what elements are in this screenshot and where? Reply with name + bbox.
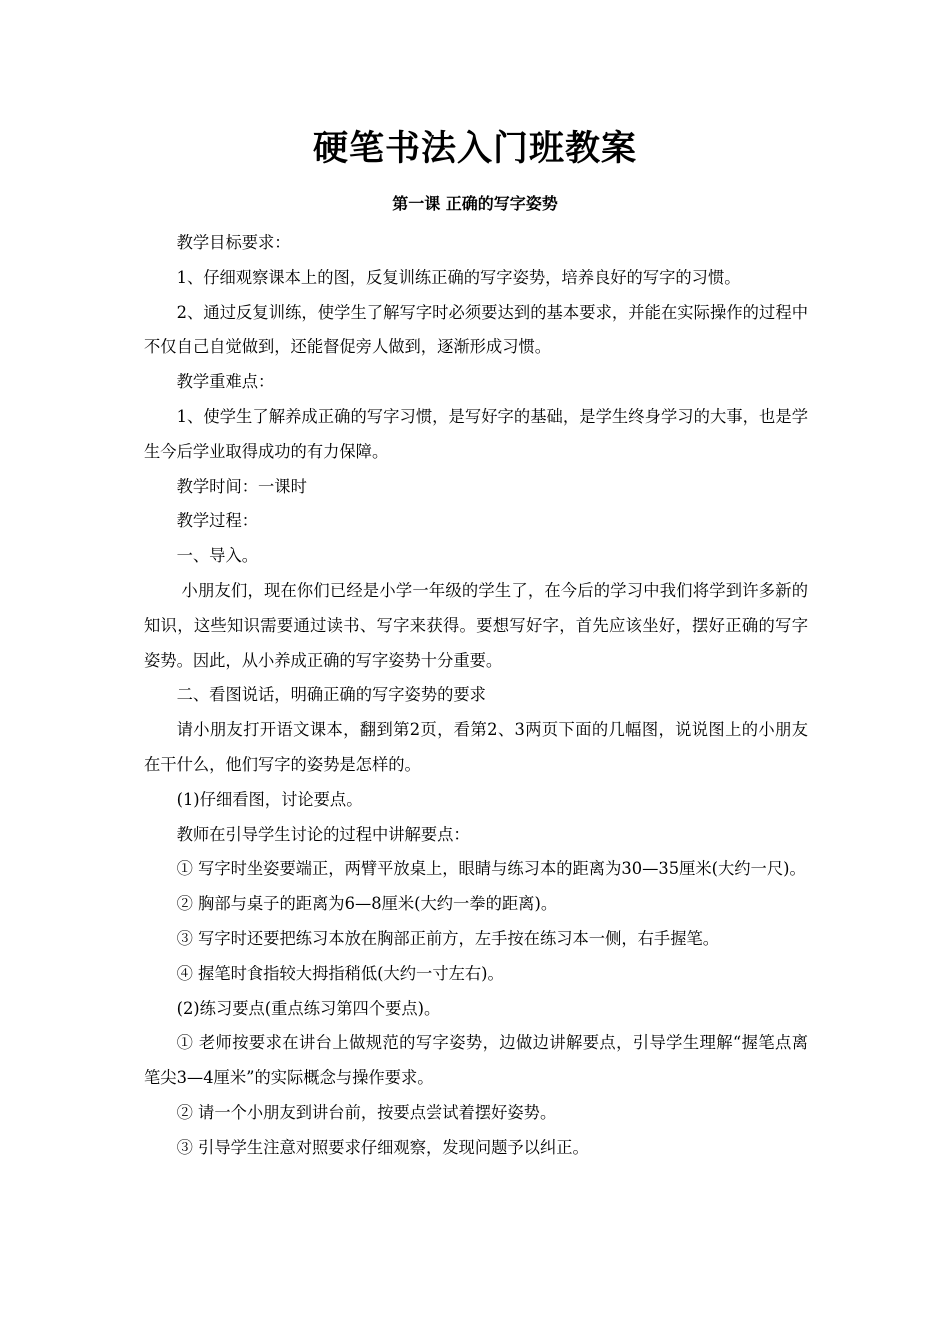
paragraph: 二、看图说话，明确正确的写字姿势的要求: [176, 685, 486, 705]
paragraph: ④ 握笔时食指较大拇指稍低(大约一寸左右)。: [176, 963, 504, 983]
paragraph: (1)仔细看图，讨论要点。: [176, 789, 363, 809]
paragraph: 1、仔细观察课本上的图，反复训练正确的写字姿势，培养良好的写字的习惯。: [176, 267, 741, 287]
paragraph: 1、使学生了解养成正确的写字习惯，是写好字的基础，是学生终身学习的大事，也是学生今后学业取得成功的有力保障。: [144, 406, 808, 461]
lesson-title: 第一课 正确的写字姿势: [392, 194, 558, 213]
document-body: [144, 226, 808, 1166]
paragraph: 小朋友们，现在你们已经是小学一年级的学生了，在今后的学习中我们将学到许多新的知识，这些知识需要通过读书、写字来获得。要想写好字，首先应该坐好，摆好正确的写字姿势。因此，从小养成正确的写字姿势十分重要。: [144, 580, 808, 670]
paragraph: 教学时间：一课时: [176, 476, 307, 496]
paragraph: 教学重难点：: [176, 372, 275, 392]
document-title: 硬笔书法入门班教案: [312, 128, 637, 169]
paragraph: ③ 引导学生注意对照要求仔细观察，发现问题予以纠正。: [176, 1137, 589, 1157]
paragraph: ③ 写字时还要把练习本放在胸部正前方，左手按在练习本一侧，右手握笔。: [176, 928, 720, 948]
paragraph: 一、导入。: [176, 546, 259, 566]
paragraph: (2)练习要点(重点练习第四个要点)。: [176, 998, 441, 1018]
paragraph: ① 老师按要求在讲台上做规范的写字姿势，边做边讲解要点，引导学生理解“握笔点离笔尖3—4厘米”的实际概念与操作要求。: [144, 1033, 808, 1088]
paragraph: ② 胸部与桌子的距离为6—8厘米(大约一拳的距离)。: [176, 894, 558, 914]
paragraph: ① 写字时坐姿要端正，两臂平放桌上，眼睛与练习本的距离为30—35厘米(大约一尺)。: [176, 859, 806, 879]
paragraph: ② 请一个小朋友到讲台前，按要点尝试着摆好姿势。: [176, 1102, 557, 1122]
paragraph: 2、通过反复训练，使学生了解写字时必须要达到的基本要求，并能在实际操作的过程中不仅自己自觉做到，还能督促旁人做到，逐渐形成习惯。: [144, 302, 808, 357]
paragraph: 请小朋友打开语文课本，翻到第2页，看第2、3两页下面的几幅图，说说图上的小朋友在干什么，他们写字的姿势是怎样的。: [144, 720, 808, 774]
paragraph: 教师在引导学生讨论的过程中讲解要点：: [176, 824, 470, 844]
paragraph: 教学过程：: [176, 511, 259, 531]
paragraph: 教学目标要求：: [176, 233, 291, 252]
